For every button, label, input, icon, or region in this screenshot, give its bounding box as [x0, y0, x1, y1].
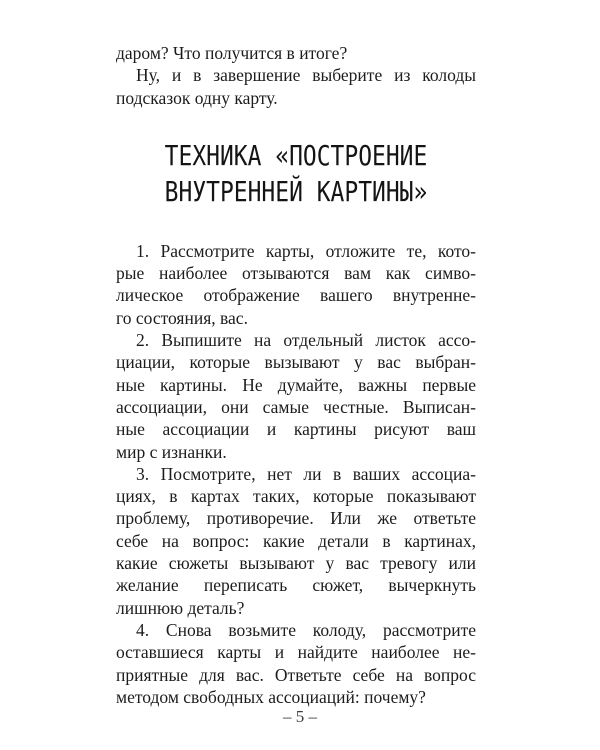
paragraph-line: 1. Рассмотрите карты, отложите те, кото-: [136, 240, 476, 261]
paragraph-line: лическое отображение вашего внутренне-: [116, 285, 476, 306]
page-body: [116, 42, 476, 708]
paragraph-line: проблему, противоречие. Или же ответьте: [116, 508, 476, 529]
intro-text: [116, 42, 476, 109]
paragraph-line: ные ассоциации и картины рисуют ваш: [116, 419, 476, 440]
paragraph-line: оставшиеся карты и найдите наиболее не-: [116, 642, 476, 663]
paragraph-line: какие сюжеты вызывают у вас тревогу или: [116, 553, 476, 574]
paragraph-line: го состояния, вас.: [116, 307, 248, 328]
paragraph-line: приятные для вас. Ответьте себе на вопрос: [116, 664, 476, 685]
heading-line: ВНУТРЕННЕЙ КАРТИНЫ»: [164, 174, 428, 208]
step-paragraph-2: [116, 329, 476, 463]
intro-line: Ну, и в завершение выберите из колоды: [136, 65, 476, 86]
paragraph-line: ассоциации, они самые честные. Выписан-: [116, 396, 476, 417]
step-paragraph-4: [116, 619, 476, 708]
page-number: – 5 –: [283, 707, 317, 726]
step-paragraph-1: [116, 240, 476, 329]
paragraph-line: 3. Посмотрите, нет ли в ваших ассоциа-: [136, 463, 476, 484]
paragraph-line: ные картины. Не думайте, важны первые: [116, 374, 476, 395]
paragraph-line: лишнюю деталь?: [116, 597, 245, 618]
paragraph-line: методом свободных ассоциаций: почему?: [116, 686, 426, 707]
intro-line: даром? Что получится в итоге?: [116, 43, 348, 63]
intro-line: подсказок одну карту.: [116, 87, 278, 108]
paragraph-line: мир с изнанки.: [116, 441, 227, 462]
paragraph-line: желание переписать сюжет, вычеркнуть: [116, 575, 476, 596]
paragraph-line: 4. Снова возьмите колоду, рассмотрите: [136, 619, 476, 640]
section-heading: [148, 138, 443, 210]
step-paragraph-3: [116, 463, 476, 619]
paragraph-line: себе на вопрос: какие детали в картинах,: [116, 530, 476, 551]
paragraph-line: 2. Выпишите на отдельный листок ассо-: [136, 330, 476, 351]
paragraph-line: циации, которые вызывают у вас выбран-: [116, 352, 476, 373]
paragraph-line: циях, в картах таких, которые показывают: [116, 486, 476, 507]
paragraph-line: рые наиболее отзываются вам как симво-: [116, 263, 476, 284]
heading-line: ТЕХНИКА «ПОСТРОЕНИЕ: [164, 138, 428, 172]
